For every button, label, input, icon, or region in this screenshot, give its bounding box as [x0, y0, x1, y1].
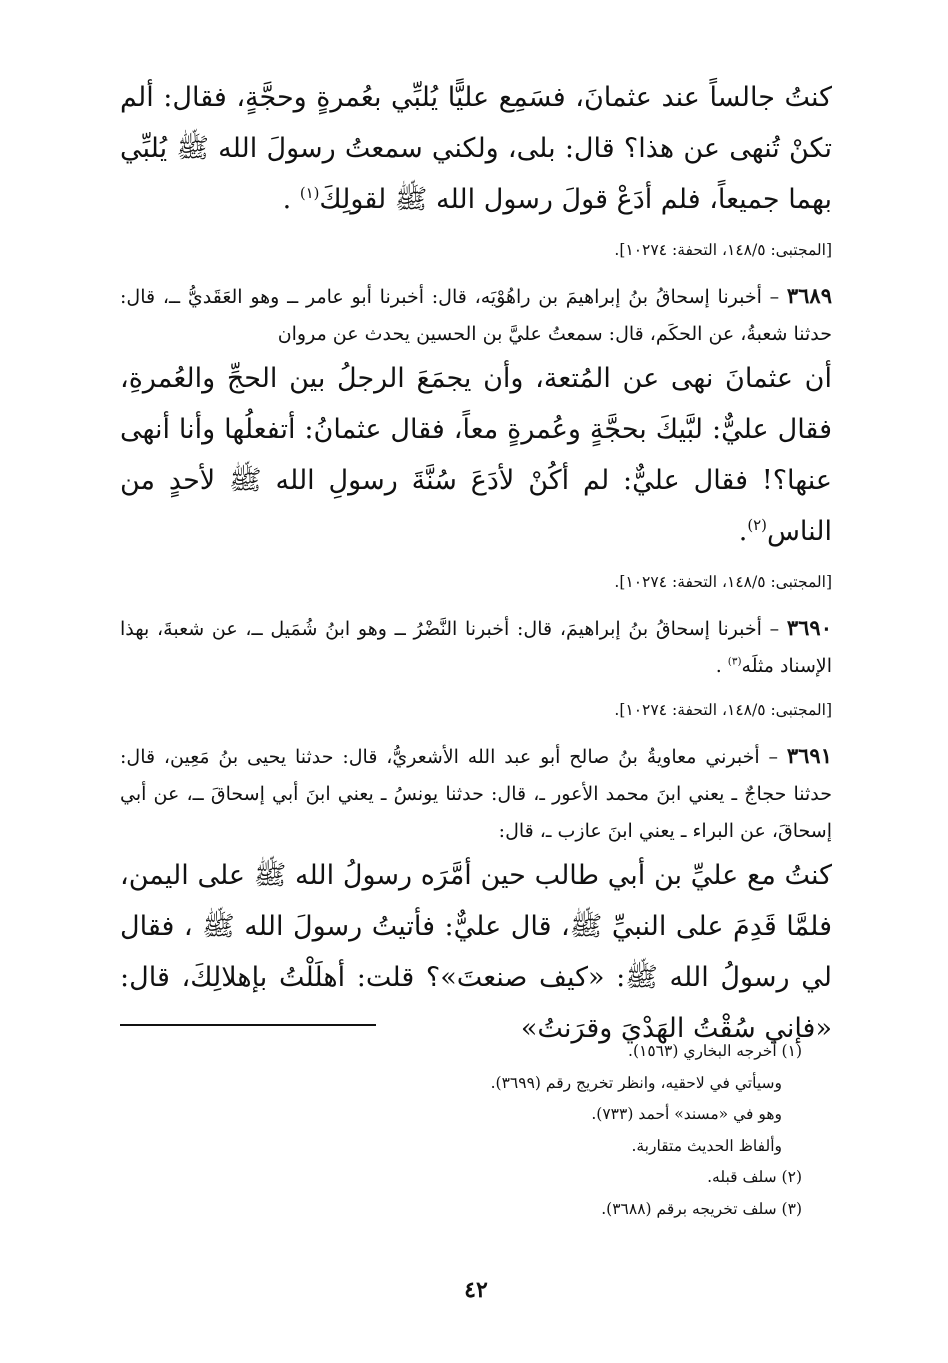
- footnote-marker: (٣): [727, 655, 742, 668]
- book-page: [120, 72, 832, 1363]
- source-reference: [المجتبى: ١٤٨/٥، التحفة: ١٠٢٧٤].: [614, 573, 832, 591]
- page-number: ٤٢: [464, 1277, 488, 1303]
- hadith-matn: كنتُ جالساً عند عثمانَ، فسَمِع عليًّا يُلبِّي بعُمرةٍ وحجَّةٍ، فقال: ألم تكنْ تُنهى عن هذا؟ قال: بلى، ولكني سمعتُ رسولَ الله ﷺ يُلبِّي بهما جميعاً، فلم أدَعْ قولَ رسول الله ﷺ لقولِكَ: [120, 82, 832, 215]
- footnote-1-line-2: وسيأتي في لاحقيه، وانظر تخريج رقم (٣٦٩٩).: [490, 1073, 782, 1092]
- hadith-matn: كنتُ مع عليِّ بن أبي طالب حين أمَّرَه رسولُ الله ﷺ على اليمن، فلمَّا قَدِمَ على النبيِّ ﷺ، قال عليٌّ: فأتيتُ رسولَ الله ﷺ ، فقال لي رسولُ الله ﷺ: «كيف صنعتَ»؟ قلت: أهلَلْتُ بإهلالِكَ، قال: «فإني سُقْتُ الهَدْيَ وقرَنتُ»: [120, 860, 832, 1044]
- footnotes: [120, 1036, 802, 1225]
- footnote-2: (٢) سلف قبله.: [707, 1168, 802, 1186]
- isnad-text: – أخبرنا إسحاقُ بنُ إبراهيمَ بن راهُوْيَه، قال: أخبرنا أبو عامر ــ وهو العَقَديُّ ــ، قال: حدثنا شعبةُ، عن الحكَم، قال: سمعتُ عليَّ بن الحسين يحدث عن مروان: [120, 286, 832, 345]
- footnote-1: (١) أخرجه البخاري (١٥٦٣).: [628, 1042, 802, 1060]
- hadith-isnad: ٣٦٩٠ – أخبرنا إسحاقُ بنُ إبراهيمَ، قال: أخبرنا النَّضْرُ ــ وهو ابنُ شُمَيل ــ، عن شعبةَ، بهذا الإسناد مثلَه$^{(٣)}$ .: [120, 615, 832, 677]
- footnote-3: (٣) سلف تخريجه برقم (٣٦٨٨).: [601, 1199, 802, 1218]
- hadith-isnad: [120, 277, 832, 353]
- footnote-marker: (٢): [747, 516, 767, 534]
- footnote-marker: (١): [299, 184, 320, 202]
- hadith-number: ٣٦٩١: [786, 743, 832, 768]
- hadith-isnad: [120, 737, 832, 850]
- hadith-text: كنتُ جالساً عند عثمانَ، فسَمِع عليًّا يُلبِّي بعُمرةٍ وحجَّةٍ، فقال: ألم تكنْ تُنهى عن هذا؟ قال: بلى، ولكني سمعتُ رسولَ الله ﷺ يُلبِّي بهما جميعاً، فلم أدَعْ قولَ رسول الله ﷺ لقولِكَ$^{(١)}$ .: [120, 82, 832, 215]
- hadith-number: ٣٦٩٠: [786, 615, 832, 640]
- hadith-matn: أن عثمانَ نهى عن المُتعة، وأن يجمَعَ الرجلُ بين الحجِّ والعُمرةِ، فقال عليٌّ: لبَّيكَ بحجَّةٍ وعُمرةٍ معاً، فقال عثمانُ: أتفعلُها وأنا أنهى عنها؟! فقال عليٌّ: لم أكُنْ لأدَعَ سُنَّةَ رسولِ الله ﷺ لأحدٍ من الناس: [120, 363, 832, 547]
- footnote-divider: [120, 1024, 376, 1026]
- isnad-text: – أخبرنا إسحاقُ بنُ إبراهيمَ، قال: أخبرنا النَّضْرُ ــ وهو ابنُ شُمَيل ــ، عن شعبةَ، بهذا الإسناد مثلَه: [120, 618, 832, 677]
- hadith-number: ٣٦٨٩: [786, 283, 832, 308]
- source-reference: [المجتبى: ١٤٨/٥، التحفة: ١٠٢٧٤].: [614, 701, 832, 719]
- hadith-text: أن عثمانَ نهى عن المُتعة، وأن يجمَعَ الرجلُ بين الحجِّ والعُمرةِ، فقال عليٌّ: لبَّيكَ بحجَّةٍ وعُمرةٍ معاً، فقال عثمانُ: أتفعلُها وأنا أنهى عنها؟! فقال عليٌّ: لم أكُنْ لأدَعَ سُنَّةَ رسولِ الله ﷺ لأحدٍ من الناس$^{(٢)}$.: [120, 363, 832, 547]
- isnad-text: – أخبرني معاويةُ بنُ صالح أبو عبد الله الأشعريُّ، قال: حدثنا يحيى بنُ مَعِين، قال: حدثنا حجاجٌ ـ يعني ابنَ محمد الأعور ـ، قال: حدثنا يونسُ ـ يعني ابنَ أبي إسحاقَ ــ، عن أبي إسحاقَ، عن البراء ـ يعني ابنَ عازب ـ، قال:: [120, 746, 832, 842]
- footnote-1-line-3: وهو في «مسند» أحمد (٧٣٣).: [591, 1105, 782, 1123]
- source-reference: [المجتبى: ١٤٨/٥، التحفة: ١٠٢٧٤].: [614, 241, 832, 259]
- footnote-1-line-4: وألفاظ الحديث متقاربة.: [631, 1136, 782, 1155]
